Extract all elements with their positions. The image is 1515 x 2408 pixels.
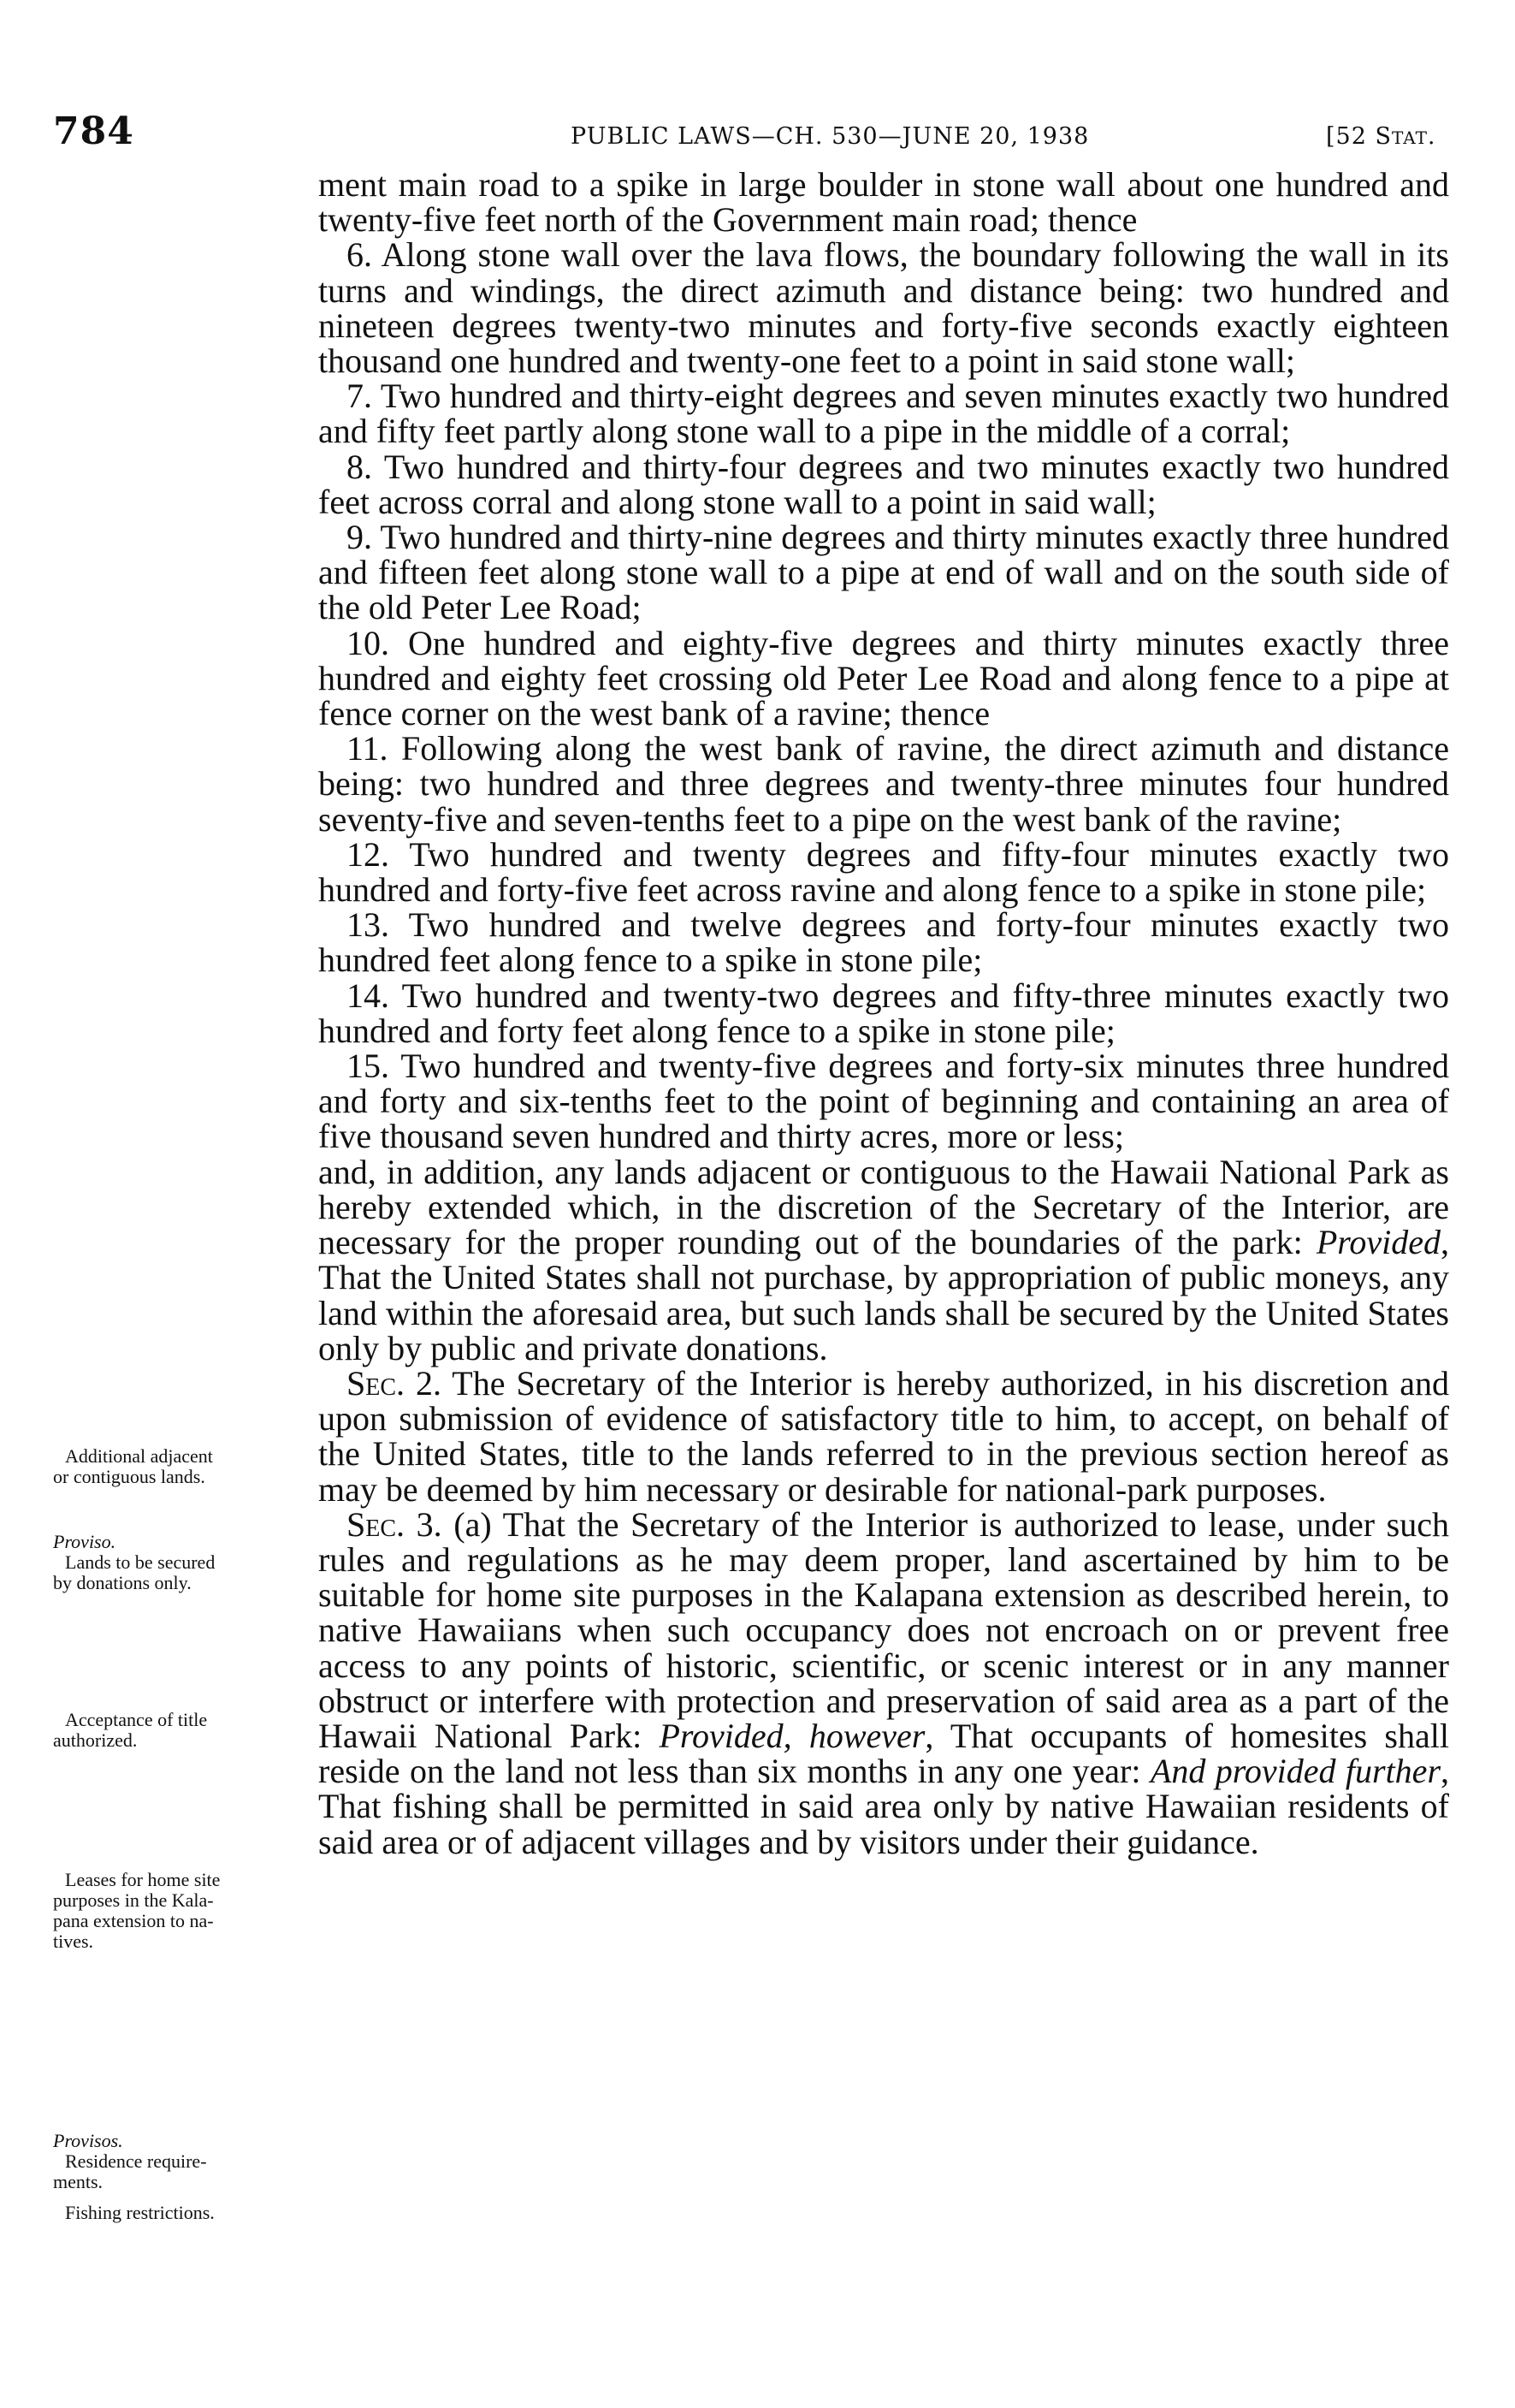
margin-note-line: Acceptance of title bbox=[65, 1709, 208, 1730]
paragraph-course-10: 10. One hundred and eighty-five degrees and thirty minutes exactly three hundred and eighty feet crossing old Peter Lee Road and along fence to a pipe at fence corner on the west bank of a ravine; thence bbox=[318, 623, 1449, 733]
body-text bbox=[318, 167, 1449, 1859]
section-2-text: The Secretary of the Interior is hereby authorized, in his discretion and upon submission of evidence of satisfactory title to him, to accept, on behalf of the United States, title to the lands referred to in the previous section hereof as may be deemed by him necessary or desirable for national-park purposes. bbox=[318, 1363, 1449, 1509]
volume-ref-suffix: . bbox=[1427, 123, 1436, 150]
paragraph-course-11: 11. Following along the west bank of ravine, the direct azimuth and distance being: two hundred and three degrees and twenty-three minutes four hundred seventy-five and seven-tenths feet to a pipe on the west bank of the ravine; bbox=[318, 729, 1449, 839]
margin-note-heading: Provisos. bbox=[53, 2130, 123, 2151]
paragraph-course-7: 7. Two hundred and thirty-eight degrees and seven minutes exactly two hundred and fifty feet partly along stone wall to a pipe in the middle of a corral; bbox=[318, 377, 1449, 451]
paragraph-course-15: 15. Two hundred and twenty-five degrees and forty-six minutes three hundred and forty and six-tenths feet to the point of beginning and containing an area of five thousand seven hundred and thirty acres, more or less; bbox=[318, 1047, 1449, 1156]
margin-note-leases-home-sites bbox=[53, 1870, 294, 1952]
paragraph-course-6: 6. Along stone wall over the lava flows, the boundary following the wall in its turns and windings, the direct azimuth and distance being: two hundred and nineteen degrees twenty-two minutes and forty-five seconds exactly eighteen thousand one hundred and twenty-one feet to a point in said stone wall; bbox=[318, 235, 1449, 381]
and-provided-further-term: And provided further bbox=[1150, 1752, 1441, 1791]
volume-ref-small-caps: TAT bbox=[1391, 128, 1428, 148]
margin-note-line: Residence require- bbox=[65, 2150, 207, 2172]
page-number: 784 bbox=[53, 110, 134, 153]
margin-note-line: by donations only. bbox=[53, 1572, 192, 1593]
proviso-term: Provided bbox=[1316, 1223, 1441, 1262]
paragraph-course-9: 9. Two hundred and thirty-nine degrees and thirty minutes exactly three hundred and fifteen feet along stone wall to a pipe at end of wall and on the south side of the old Peter Lee Road; bbox=[318, 518, 1449, 627]
margin-note-line: ments. bbox=[53, 2171, 104, 2192]
volume-reference bbox=[1326, 123, 1436, 150]
paragraph-course-12: 12. Two hundred and twenty degrees and fifty-four minutes exactly two hundred and forty-five feet across ravine and along fence to a spike in stone pile; bbox=[318, 834, 1449, 910]
margin-note-line: Fishing restrictions. bbox=[65, 2202, 215, 2223]
margin-note-provisos-residence bbox=[53, 2131, 294, 2192]
volume-ref-prefix: [52 S bbox=[1326, 123, 1392, 150]
paragraph-section-3 bbox=[318, 1504, 1450, 1861]
paragraph-additional-lands bbox=[318, 1154, 1449, 1366]
margin-note-line: authorized. bbox=[53, 1729, 138, 1751]
paragraph-course-14: 14. Two hundred and twenty-two degrees and fifty-three minutes exactly two hundred and forty feet along fence to a spike in stone pile; bbox=[318, 976, 1449, 1050]
margin-note-line: or contiguous lands. bbox=[53, 1466, 205, 1487]
running-head: PUBLIC LAWS—CH. 530—JUNE 20, 1938 bbox=[571, 123, 1090, 150]
margin-note-line: Additional adjacent bbox=[65, 1445, 213, 1467]
additional-lands-text-b: , That the United States shall not purchase, by appropriation of public moneys, any land within the aforesaid area, but such lands shall be secured by the United States only by public and private donations. bbox=[318, 1223, 1449, 1367]
margin-note-line: purposes in the Kala- bbox=[53, 1889, 214, 1911]
section-3-text-a: (a) That the Secretary of the Interior is authorized to lease, under such rules and regulations as he may deem proper, land ascertained by him to be suitable for home site purposes in the Kalapana extension as described herein, to native Hawaiians when such occupancy does not encroach on or prevent free access to any points of historic, scientific, or scenic interest or in any manner obstruct or interfere with protection and preservation of said area as a part of the Hawaii National Park: bbox=[318, 1504, 1449, 1755]
paragraph-section-2 bbox=[318, 1363, 1449, 1509]
margin-note-additional-lands bbox=[53, 1446, 294, 1487]
section-2-label: Sec. 2. bbox=[346, 1363, 442, 1403]
margin-note-fishing-restrictions bbox=[53, 2203, 294, 2223]
margin-note-acceptance-of-title bbox=[53, 1710, 294, 1751]
page-header bbox=[53, 110, 1456, 161]
section-3-text-b: , That occupants of homesites shall reside on the land not less than six months in any one year: bbox=[318, 1716, 1449, 1791]
paragraph-course-13: 13. Two hundred and twelve degrees and forty-four minutes exactly two hundred feet along fence to a spike in stone pile; bbox=[318, 905, 1449, 980]
section-3-text-c: , That fishing shall be permitted in said area only by native Hawaiian residents of said area or of adjacent villages and by visitors under their guidance. bbox=[318, 1752, 1450, 1861]
paragraph-course-8: 8. Two hundred and thirty-four degrees and two minutes exactly two hundred feet across corral and along stone wall to a point in said wall; bbox=[318, 447, 1449, 521]
additional-lands-text-a: and, in addition, any lands adjacent or contiguous to the Hawaii National Park as hereby extended which, in the discretion of the Secretary of the Interior, are necessary for the proper rounding out of the boundaries of the park: bbox=[318, 1152, 1449, 1262]
margin-note-line: Lands to be secured bbox=[65, 1551, 216, 1573]
section-3-label: Sec. 3. bbox=[346, 1504, 442, 1544]
margin-note-proviso-donations bbox=[53, 1532, 294, 1593]
margin-note-line: pana extension to na- bbox=[53, 1910, 214, 1931]
margin-note-heading: Proviso. bbox=[53, 1531, 116, 1552]
margin-note-line: Leases for home site bbox=[65, 1869, 221, 1890]
paragraph-continuation: ment main road to a spike in large boulder in stone wall about one hundred and twenty-five feet north of the Government main road; thence bbox=[318, 165, 1449, 240]
provided-however-term: Provided, however bbox=[659, 1716, 926, 1755]
margin-note-line: tives. bbox=[53, 1931, 94, 1952]
